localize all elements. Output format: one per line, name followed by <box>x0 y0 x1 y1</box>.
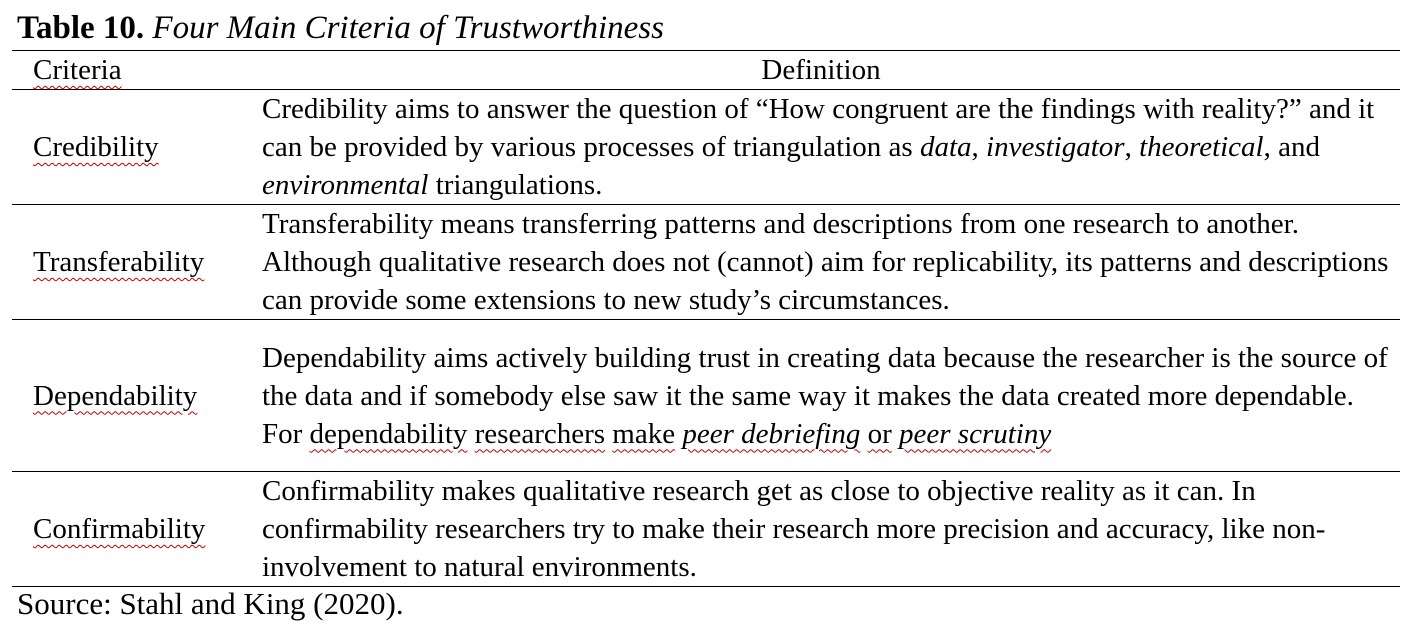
definition-text: investigator <box>986 131 1125 163</box>
criterion-cell <box>12 205 242 320</box>
definition-text: make <box>612 417 676 450</box>
definition-text: data <box>919 131 972 163</box>
definition-column-header: Definition <box>242 51 1400 90</box>
criteria-table <box>12 50 1400 587</box>
definition-text: researchers <box>474 417 606 450</box>
definition-text: , <box>1124 131 1140 163</box>
criterion-name: Credibility <box>33 131 159 163</box>
table-label: Table 10. <box>17 10 145 46</box>
criterion-name: Transferability <box>33 246 205 278</box>
definition-text: theoretical <box>1139 131 1264 163</box>
definition-text <box>892 418 899 450</box>
criterion-cell <box>12 472 242 587</box>
criterion-name: Confirmability <box>33 513 206 545</box>
table-row <box>12 90 1400 205</box>
definition-text: Confirmability makes qualitative research get as close to objective reality as it can. In confirmability researchers try to make their research more precision and accuracy, like non-involvement to natural environments. <box>262 475 1326 583</box>
definition-text: Dependability aims actively building trust in creating data because the researcher is the source of the data and if somebody else saw it the same way it makes the data created more dependable. For <box>262 341 1388 450</box>
definition-text: or <box>867 417 892 450</box>
definition-text: peer scrutiny <box>899 417 1052 450</box>
definition-text: peer debriefing <box>682 417 861 450</box>
definition-text <box>467 418 474 450</box>
definition-cell <box>242 90 1400 205</box>
definition-text: Transferability means transferring patterns and descriptions from one research to another. Although qualitative research does not (cannot) aim for replicability, its patterns and descriptions can provide some extensions to new study’s circumstances. <box>262 208 1389 316</box>
criteria-column-header: Criteria <box>12 51 242 90</box>
table-row <box>12 320 1400 472</box>
table-row <box>12 205 1400 320</box>
definition-text: , and <box>1263 131 1320 163</box>
table-title: Four Main Criteria of Trustworthiness <box>152 10 664 46</box>
definition-cell <box>242 205 1400 320</box>
table-caption <box>17 8 664 48</box>
definition-cell <box>242 472 1400 587</box>
table-header-row <box>12 51 1400 90</box>
definition-text: , <box>971 131 987 163</box>
table-row <box>12 472 1400 587</box>
definition-cell <box>242 320 1400 472</box>
definition-text: triangulations. <box>428 169 603 201</box>
table-source-note: Source: Stahl and King (2020). <box>17 586 404 621</box>
criterion-cell <box>12 90 242 205</box>
criterion-name: Dependability <box>33 379 198 412</box>
definition-text: dependability <box>309 417 468 450</box>
definition-text: environmental <box>262 169 429 201</box>
criterion-cell <box>12 320 242 472</box>
definition-text <box>860 418 867 450</box>
definition-text: Credibility aims to answer the question of “How congruent are the findings with reality?” and it can be provided by various processes of triangulation as <box>262 93 1375 163</box>
